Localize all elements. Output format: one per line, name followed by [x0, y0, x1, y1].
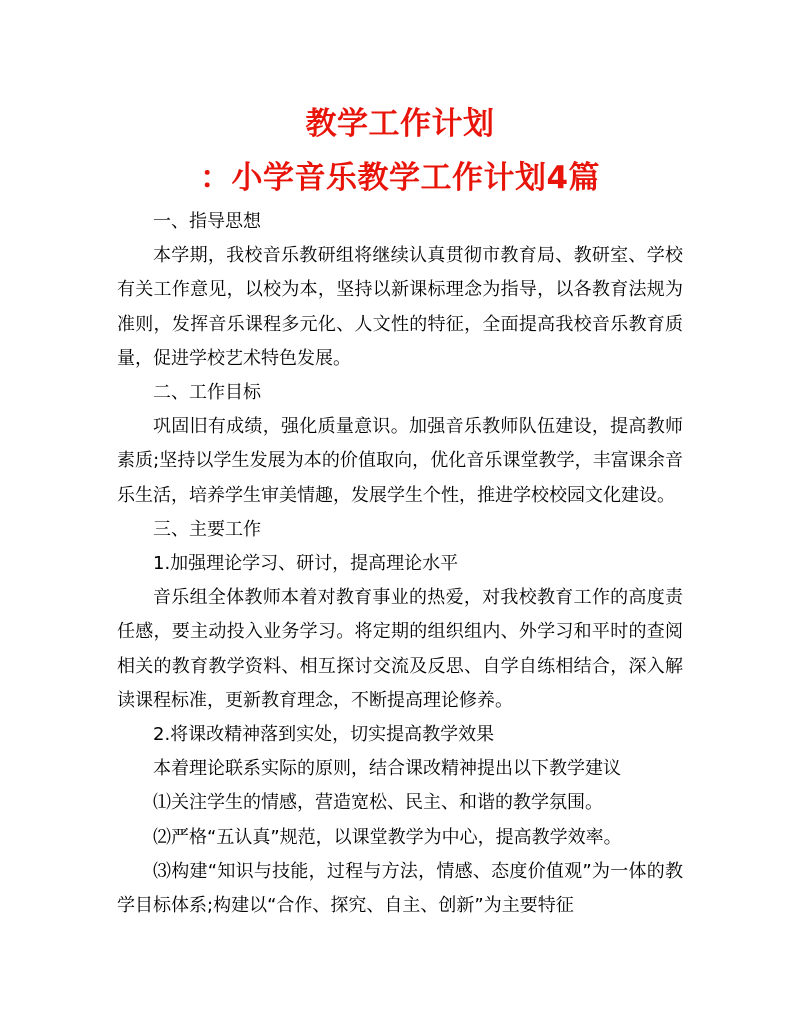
document-subtitle: ：小学音乐教学工作计划4篇: [199, 160, 601, 196]
paragraph-guiding-ideology: 本学期，我校音乐教研组将继续认真贯彻市教育局、教研室、学校有关工作意见，以校为本，坚持以新课标理念为指导，以各教育法规为准则，发挥音乐课程多元化、人文性的特征，全面提高我校音乐教育质量，促进学校艺术特色发展。: [117, 245, 683, 369]
list-item-suggestion-2: ⑵严格“五认真”规范，以课堂教学为中心，提高教学效率。: [153, 826, 622, 848]
subheading-theory-study: 1.加强理论学习、研讨，提高理论水平: [153, 553, 459, 575]
section-heading-main-work: 三、主要工作: [153, 518, 261, 540]
section-heading-work-goals: 二、工作目标: [153, 382, 261, 404]
subheading-curriculum-reform: 2.将课改精神落到实处，切实提高教学效果: [153, 724, 495, 746]
list-item-suggestion-3: ⑶构建“知识与技能，过程与方法，情感、态度价值观”为一体的教学目标体系;构建以“合作、探究、自主、创新”为主要特征: [117, 860, 683, 917]
document-body: [117, 205, 683, 923]
document-title: 教学工作计划: [305, 106, 495, 142]
paragraph-teaching-suggestions-intro: 本着理论联系实际的原则，结合课改精神提出以下教学建议: [153, 758, 621, 780]
paragraph-theory-study: 音乐组全体教师本着对教育事业的热爱，对我校教育工作的高度责任感，要主动投入业务学习。将定期的组织组内、外学习和平时的查阅相关的教育教学资料、相互探讨交流及反思、自学自练相结合，深入解读课程标准，更新教育理念，不断提高理论修养。: [117, 587, 683, 711]
section-heading-guiding-ideology: 一、指导思想: [153, 211, 261, 232]
paragraph-work-goals: 巩固旧有成绩，强化质量意识。加强音乐教师队伍建设，提高教师素质;坚持以学生发展为本的价值取向，优化音乐课堂教学，丰富课余音乐生活，培养学生审美情趣，发展学生个性，推进学校校园文化建设。: [117, 416, 683, 506]
list-item-suggestion-1: ⑴关注学生的情感，营造宽松、民主、和谐的教学氛围。: [153, 792, 603, 814]
